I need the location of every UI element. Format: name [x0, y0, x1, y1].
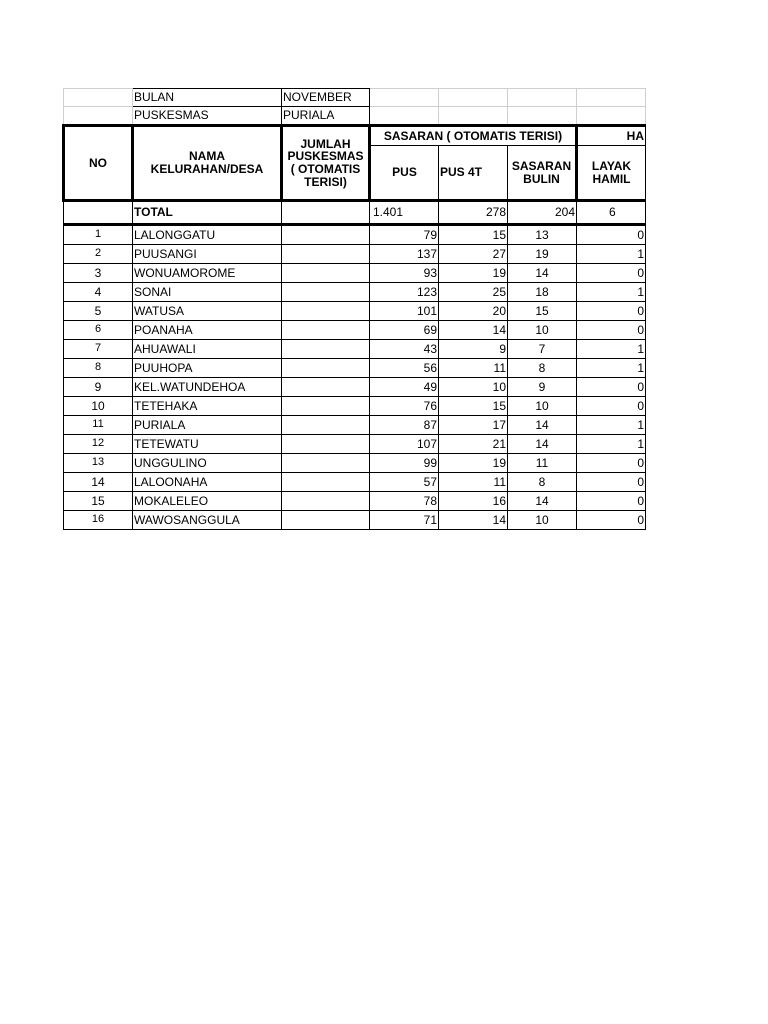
table-row: [64, 340, 646, 359]
row-pus[interactable]: 79: [370, 225, 439, 245]
row-jumlah-puskesmas[interactable]: [282, 511, 370, 530]
row-jumlah-puskesmas[interactable]: [282, 435, 370, 454]
row-jumlah-puskesmas[interactable]: [282, 264, 370, 283]
row-nama-kelurahan[interactable]: TETEWATU: [133, 435, 282, 454]
row-pus[interactable]: 56: [370, 359, 439, 378]
row-pus[interactable]: 99: [370, 454, 439, 473]
row-pus[interactable]: 78: [370, 492, 439, 511]
row-pus[interactable]: 101: [370, 302, 439, 321]
row-sasaran-bulin[interactable]: 7: [508, 340, 577, 359]
table-row: [64, 359, 646, 378]
row-pus4t[interactable]: 15: [439, 225, 508, 245]
row-sasaran-bulin[interactable]: 10: [508, 511, 577, 530]
row-nama-kelurahan[interactable]: AHUAWALI: [133, 340, 282, 359]
row-layak-hamil[interactable]: 0: [577, 454, 646, 473]
total-sasaran-bulin[interactable]: 204: [508, 201, 577, 225]
row-nama-kelurahan[interactable]: MOKALELEO: [133, 492, 282, 511]
table-row: [64, 435, 646, 454]
total-label[interactable]: TOTAL: [133, 201, 282, 225]
row-jumlah-puskesmas[interactable]: [282, 454, 370, 473]
row-no[interactable]: 12: [64, 435, 133, 454]
row-sasaran-bulin[interactable]: 14: [508, 416, 577, 435]
meta-row-puskesmas: [64, 107, 646, 126]
row-jumlah-puskesmas[interactable]: [282, 321, 370, 340]
header-no[interactable]: NO: [64, 126, 133, 201]
meta-cell-empty[interactable]: [370, 107, 439, 126]
meta-cell-empty[interactable]: [370, 89, 439, 107]
row-jumlah-puskesmas[interactable]: [282, 225, 370, 245]
row-pus4t[interactable]: 14: [439, 511, 508, 530]
puskesmas-label[interactable]: PUSKESMAS: [133, 107, 282, 126]
row-nama-kelurahan[interactable]: TETEHAKA: [133, 397, 282, 416]
row-pus[interactable]: 69: [370, 321, 439, 340]
meta-cell-empty[interactable]: [439, 89, 508, 107]
row-sasaran-bulin[interactable]: 18: [508, 283, 577, 302]
meta-cell-empty[interactable]: [439, 107, 508, 126]
row-pus[interactable]: 123: [370, 283, 439, 302]
puskesmas-value[interactable]: PURIALA: [282, 107, 370, 126]
row-pus[interactable]: 93: [370, 264, 439, 283]
row-pus4t[interactable]: 16: [439, 492, 508, 511]
header-pus[interactable]: PUS: [370, 146, 439, 201]
row-layak-hamil[interactable]: 0: [577, 473, 646, 492]
row-jumlah-puskesmas[interactable]: [282, 416, 370, 435]
table-row: [64, 264, 646, 283]
meta-cell-empty[interactable]: [508, 89, 577, 107]
row-nama-kelurahan[interactable]: WATUSA: [133, 302, 282, 321]
row-pus[interactable]: 71: [370, 511, 439, 530]
row-no[interactable]: 7: [64, 340, 133, 359]
row-pus[interactable]: 87: [370, 416, 439, 435]
bulan-value[interactable]: NOVEMBER: [282, 89, 370, 107]
row-nama-kelurahan[interactable]: SONAI: [133, 283, 282, 302]
table-row: [64, 378, 646, 397]
bulan-label[interactable]: BULAN: [133, 89, 282, 107]
row-pus4t[interactable]: 9: [439, 340, 508, 359]
table-row: [64, 473, 646, 492]
row-nama-kelurahan[interactable]: UNGGULINO: [133, 454, 282, 473]
row-no[interactable]: 15: [64, 492, 133, 511]
row-layak-hamil[interactable]: 0: [577, 302, 646, 321]
row-no[interactable]: 10: [64, 397, 133, 416]
row-layak-hamil[interactable]: 0: [577, 378, 646, 397]
row-jumlah-puskesmas[interactable]: [282, 283, 370, 302]
row-nama-kelurahan[interactable]: PURIALA: [133, 416, 282, 435]
row-no[interactable]: 14: [64, 473, 133, 492]
header-sasaran-group[interactable]: SASARAN ( OTOMATIS TERISI): [370, 126, 577, 146]
row-sasaran-bulin[interactable]: 10: [508, 397, 577, 416]
row-nama-kelurahan[interactable]: WAWOSANGGULA: [133, 511, 282, 530]
row-jumlah-puskesmas[interactable]: [282, 378, 370, 397]
row-pus4t[interactable]: 19: [439, 264, 508, 283]
row-layak-hamil[interactable]: 0: [577, 511, 646, 530]
row-nama-kelurahan[interactable]: KEL.WATUNDEHOA: [133, 378, 282, 397]
table-row: [64, 225, 646, 245]
header-pus4t[interactable]: PUS 4T: [439, 146, 508, 201]
row-pus4t[interactable]: 27: [439, 245, 508, 264]
total-no-cell[interactable]: [64, 201, 133, 225]
row-sasaran-bulin[interactable]: 14: [508, 264, 577, 283]
row-sasaran-bulin[interactable]: 14: [508, 492, 577, 511]
row-layak-hamil[interactable]: 0: [577, 225, 646, 245]
row-pus[interactable]: 49: [370, 378, 439, 397]
table-row: [64, 511, 646, 530]
meta-cell-empty[interactable]: [577, 89, 646, 107]
row-jumlah-puskesmas[interactable]: [282, 245, 370, 264]
row-pus[interactable]: 57: [370, 473, 439, 492]
meta-cell-empty[interactable]: [64, 107, 133, 126]
row-no[interactable]: 1: [64, 225, 133, 245]
row-pus4t[interactable]: 19: [439, 454, 508, 473]
row-no[interactable]: 9: [64, 378, 133, 397]
total-layak-hamil[interactable]: 6: [577, 201, 646, 225]
row-jumlah-puskesmas[interactable]: [282, 340, 370, 359]
row-sasaran-bulin[interactable]: 19: [508, 245, 577, 264]
total-jumlah-cell[interactable]: [282, 201, 370, 225]
spreadsheet-region: [62, 88, 650, 549]
row-jumlah-puskesmas[interactable]: [282, 397, 370, 416]
row-layak-hamil[interactable]: 0: [577, 264, 646, 283]
header-row-1: [64, 126, 646, 146]
total-pus4t[interactable]: 278: [439, 201, 508, 225]
header-next-group-partial[interactable]: HA: [577, 126, 646, 146]
row-pus[interactable]: 43: [370, 340, 439, 359]
row-no[interactable]: 4: [64, 283, 133, 302]
row-no[interactable]: 13: [64, 454, 133, 473]
header-jumlah-puskesmas[interactable]: JUMLAH PUSKESMAS ( OTOMATIS TERISI): [282, 126, 370, 201]
row-layak-hamil[interactable]: 1: [577, 416, 646, 435]
row-nama-kelurahan[interactable]: LALOONAHA: [133, 473, 282, 492]
table-row: [64, 302, 646, 321]
row-pus4t[interactable]: 25: [439, 283, 508, 302]
row-pus[interactable]: 137: [370, 245, 439, 264]
row-layak-hamil[interactable]: 1: [577, 283, 646, 302]
row-jumlah-puskesmas[interactable]: [282, 302, 370, 321]
row-layak-hamil[interactable]: 0: [577, 492, 646, 511]
row-sasaran-bulin[interactable]: 11: [508, 454, 577, 473]
row-pus4t[interactable]: 17: [439, 416, 508, 435]
header-layak-hamil[interactable]: LAYAK HAMIL: [577, 146, 646, 201]
row-no[interactable]: 2: [64, 245, 133, 264]
table-row: [64, 416, 646, 435]
row-layak-hamil[interactable]: 1: [577, 435, 646, 454]
data-table: [62, 88, 646, 530]
row-sasaran-bulin[interactable]: 8: [508, 359, 577, 378]
row-sasaran-bulin[interactable]: 8: [508, 473, 577, 492]
row-layak-hamil[interactable]: 0: [577, 397, 646, 416]
row-layak-hamil[interactable]: 1: [577, 245, 646, 264]
row-pus[interactable]: 107: [370, 435, 439, 454]
row-pus4t[interactable]: 20: [439, 302, 508, 321]
row-pus4t[interactable]: 11: [439, 473, 508, 492]
row-nama-kelurahan[interactable]: PUUSANGI: [133, 245, 282, 264]
table-row: [64, 283, 646, 302]
row-layak-hamil[interactable]: 1: [577, 340, 646, 359]
table-row: [64, 454, 646, 473]
table-row: [64, 245, 646, 264]
row-nama-kelurahan[interactable]: PUUHOPA: [133, 359, 282, 378]
row-jumlah-puskesmas[interactable]: [282, 492, 370, 511]
row-nama-kelurahan[interactable]: WONUAMOROME: [133, 264, 282, 283]
table-row: [64, 321, 646, 340]
row-pus4t[interactable]: 11: [439, 359, 508, 378]
row-no[interactable]: 16: [64, 511, 133, 530]
row-sasaran-bulin[interactable]: 14: [508, 435, 577, 454]
row-no[interactable]: 5: [64, 302, 133, 321]
row-pus4t[interactable]: 10: [439, 378, 508, 397]
meta-cell-empty[interactable]: [577, 107, 646, 126]
total-row: [64, 201, 646, 225]
row-no[interactable]: 6: [64, 321, 133, 340]
row-jumlah-puskesmas[interactable]: [282, 359, 370, 378]
row-sasaran-bulin[interactable]: 10: [508, 321, 577, 340]
meta-row-bulan: [64, 89, 646, 107]
row-no[interactable]: 8: [64, 359, 133, 378]
row-pus[interactable]: 76: [370, 397, 439, 416]
header-sasaran-bulin[interactable]: SASARAN BULIN: [508, 146, 577, 201]
header-nama-kelurahan[interactable]: NAMA KELURAHAN/DESA: [133, 126, 282, 201]
row-sasaran-bulin[interactable]: 13: [508, 225, 577, 245]
table-row: [64, 492, 646, 511]
meta-cell-empty[interactable]: [508, 107, 577, 126]
row-pus4t[interactable]: 15: [439, 397, 508, 416]
row-pus4t[interactable]: 14: [439, 321, 508, 340]
row-sasaran-bulin[interactable]: 9: [508, 378, 577, 397]
row-layak-hamil[interactable]: 0: [577, 321, 646, 340]
row-layak-hamil[interactable]: 1: [577, 359, 646, 378]
meta-cell-empty[interactable]: [64, 89, 133, 107]
row-no[interactable]: 3: [64, 264, 133, 283]
row-nama-kelurahan[interactable]: POANAHA: [133, 321, 282, 340]
row-nama-kelurahan[interactable]: LALONGGATU: [133, 225, 282, 245]
row-sasaran-bulin[interactable]: 15: [508, 302, 577, 321]
row-pus4t[interactable]: 21: [439, 435, 508, 454]
total-pus[interactable]: 1.401: [370, 201, 439, 225]
row-jumlah-puskesmas[interactable]: [282, 473, 370, 492]
row-no[interactable]: 11: [64, 416, 133, 435]
table-row: [64, 397, 646, 416]
